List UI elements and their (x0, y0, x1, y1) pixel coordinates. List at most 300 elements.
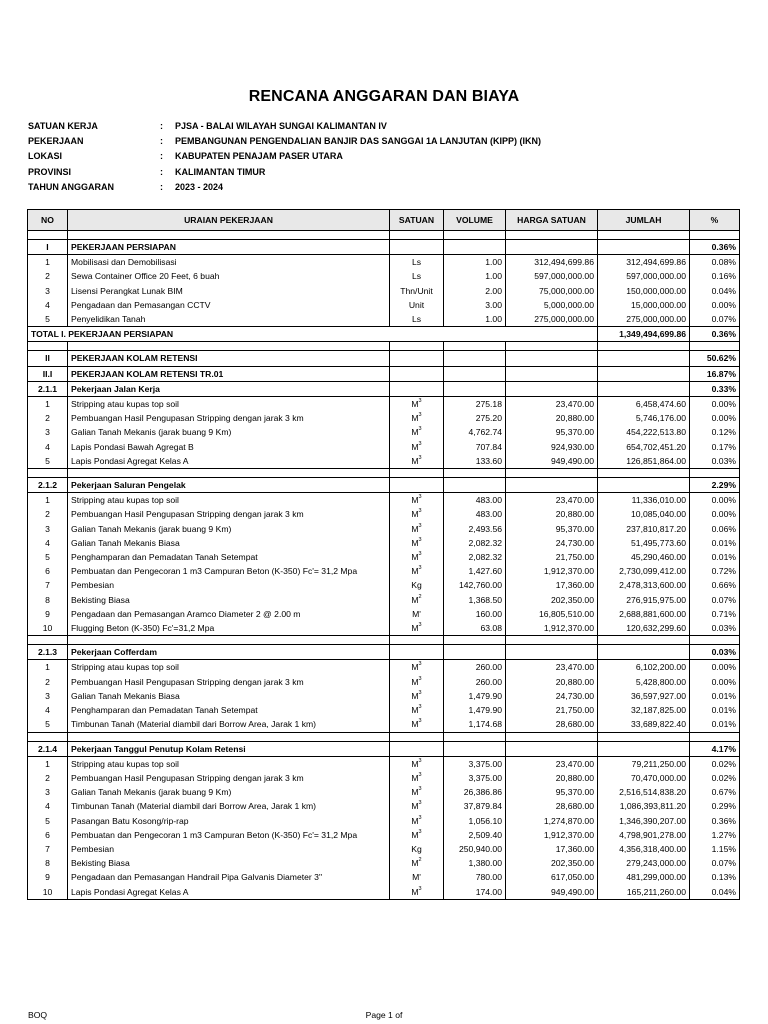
row-unit-price: 75,000,000.00 (506, 284, 598, 298)
row-number: 2 (28, 507, 68, 521)
row-amount: 45,290,460.00 (598, 550, 690, 564)
unit-exponent: 3 (418, 661, 422, 668)
row-unit-price (506, 478, 598, 493)
table-row (28, 621, 740, 636)
row-amount: 15,000,000.00 (598, 298, 690, 312)
row-description: Pembuangan Hasil Pengupasan Stripping dengan jarak 3 km (68, 507, 390, 521)
row-description: Pembuangan Hasil Pengupasan Stripping dengan jarak 3 km (68, 771, 390, 785)
row-unit (390, 607, 444, 621)
row-volume: 260.00 (444, 675, 506, 689)
row-description: Sewa Container Office 20 Feet, 6 buah (68, 269, 390, 283)
row-unit (390, 756, 444, 771)
row-amount: 4,798,901,278.00 (598, 828, 690, 842)
row-unit-price: 28,680.00 (506, 717, 598, 732)
row-description: PEKERJAAN KOLAM RETENSI (68, 351, 390, 366)
row-percent: 1.15% (690, 842, 740, 856)
row-number: 4 (28, 799, 68, 813)
empty-cell (598, 231, 690, 240)
empty-cell (28, 231, 68, 240)
unit-symbol: M (411, 594, 419, 605)
row-number: 3 (28, 425, 68, 439)
row-percent: 0.71% (690, 607, 740, 621)
row-percent: 0.07% (690, 312, 740, 327)
total-amount: 1,349,494,699.86 (598, 327, 690, 342)
total-row (28, 327, 740, 342)
row-description: Penghamparan dan Pemadatan Tanah Setempat (68, 703, 390, 717)
info-value: 2023 - 2024 (175, 181, 224, 192)
unit-exponent: 3 (418, 689, 422, 696)
row-amount: 126,851,864.00 (598, 454, 690, 469)
row-description: Stripping atau kupas top soil (68, 493, 390, 508)
unit-exponent: 3 (418, 494, 422, 501)
row-unit-price: 924,930.00 (506, 440, 598, 454)
unit-symbol: M (411, 886, 419, 897)
row-unit-price (506, 741, 598, 756)
row-number: 5 (28, 312, 68, 327)
table-row (28, 885, 740, 900)
row-amount: 654,702,451.20 (598, 440, 690, 454)
row-percent: 0.33% (690, 381, 740, 396)
row-unit-price: 23,470.00 (506, 660, 598, 675)
row-unit-price: 617,050.00 (506, 870, 598, 884)
row-number: 5 (28, 717, 68, 732)
row-volume: 133.60 (444, 454, 506, 469)
row-unit (390, 351, 444, 366)
row-volume: 780.00 (444, 870, 506, 884)
row-unit-price: 312,494,699.86 (506, 255, 598, 270)
row-unit (390, 425, 444, 439)
empty-cell (506, 231, 598, 240)
empty-cell (598, 732, 690, 741)
info-label: TAHUN ANGGARAN (28, 181, 114, 192)
row-unit (390, 675, 444, 689)
row-amount: 11,336,010.00 (598, 493, 690, 508)
row-number: 2 (28, 269, 68, 283)
empty-cell (28, 636, 68, 645)
row-unit (390, 507, 444, 521)
row-description: Stripping atau kupas top soil (68, 397, 390, 412)
unit-symbol: M (411, 858, 419, 869)
row-unit (390, 550, 444, 564)
row-amount: 312,494,699.86 (598, 255, 690, 270)
row-amount: 481,299,000.00 (598, 870, 690, 884)
table-row (28, 564, 740, 578)
empty-cell (444, 636, 506, 645)
row-volume: 37,879.84 (444, 799, 506, 813)
row-amount: 70,470,000.00 (598, 771, 690, 785)
row-description: Galian Tanah Mekanis (jarak buang 9 Km) (68, 522, 390, 536)
row-description: Galian Tanah Mekanis (jarak buang 9 Km) (68, 425, 390, 439)
row-amount: 597,000,000.00 (598, 269, 690, 283)
row-amount: 4,356,318,400.00 (598, 842, 690, 856)
col-header-satuan: SATUAN (390, 210, 444, 231)
row-percent: 0.04% (690, 885, 740, 900)
section-row (28, 240, 740, 255)
row-unit (390, 741, 444, 756)
row-unit (390, 621, 444, 636)
empty-cell (390, 636, 444, 645)
row-amount (598, 478, 690, 493)
row-percent: 0.00% (690, 493, 740, 508)
info-value: KABUPATEN PENAJAM PASER UTARA (175, 151, 343, 162)
unit-symbol: M (411, 413, 419, 424)
section-row (28, 478, 740, 493)
empty-cell (68, 342, 390, 351)
row-number: 4 (28, 440, 68, 454)
unit-exponent: 3 (418, 398, 422, 405)
row-volume (444, 381, 506, 396)
section-row (28, 645, 740, 660)
row-unit (390, 240, 444, 255)
section-row (28, 741, 740, 756)
row-description: Pasangan Batu Kosong/rip-rap (68, 814, 390, 828)
row-unit-price: 23,470.00 (506, 756, 598, 771)
row-percent: 16.87% (690, 366, 740, 381)
row-unit (390, 312, 444, 327)
row-number: 8 (28, 856, 68, 870)
row-percent: 0.07% (690, 856, 740, 870)
row-percent: 50.62% (690, 351, 740, 366)
row-percent: 0.04% (690, 284, 740, 298)
table-row (28, 522, 740, 536)
document-title: RENCANA ANGGARAN DAN BIAYA (248, 88, 520, 105)
footer-page-number: Page 1 of (365, 1010, 403, 1020)
row-description: Mobilisasi dan Demobilisasi (68, 255, 390, 270)
row-description: Galian Tanah Mekanis Biasa (68, 536, 390, 550)
row-number: 3 (28, 689, 68, 703)
unit-symbol: M (411, 690, 419, 701)
row-number: 3 (28, 522, 68, 536)
row-unit-price: 95,370.00 (506, 785, 598, 799)
unit-symbol: M (411, 787, 419, 798)
table-row (28, 660, 740, 675)
unit-exponent: 3 (418, 718, 422, 725)
unit-exponent: 3 (418, 786, 422, 793)
row-amount: 454,222,513.80 (598, 425, 690, 439)
info-value: PEMBANGUNAN PENGENDALIAN BANJIR DAS SANGGAI 1A LANJUTAN (KIPP) (IKN) (175, 136, 542, 147)
row-number: 1 (28, 756, 68, 771)
row-volume (444, 240, 506, 255)
unit-exponent: 3 (418, 771, 422, 778)
row-unit-price: 21,750.00 (506, 703, 598, 717)
row-unit (390, 298, 444, 312)
unit-exponent: 3 (418, 551, 422, 558)
empty-cell (444, 231, 506, 240)
row-percent: 2.29% (690, 478, 740, 493)
row-number: 2.1.2 (28, 478, 68, 493)
row-unit-price: 17,360.00 (506, 842, 598, 856)
row-volume: 63.08 (444, 621, 506, 636)
row-unit (390, 284, 444, 298)
row-unit (390, 522, 444, 536)
row-description: Pengadaan dan Pemasangan Aramco Diameter 2 @ 2.00 m (68, 607, 390, 621)
row-volume: 1,174.68 (444, 717, 506, 732)
row-description: Pembuatan dan Pengecoran 1 m3 Campuran Beton (K-350) Fc'= 31,2 Mpa (68, 828, 390, 842)
blank-row (28, 342, 740, 351)
row-amount: 6,458,474.60 (598, 397, 690, 412)
table-row (28, 312, 740, 327)
row-percent: 0.07% (690, 593, 740, 607)
row-unit-price: 20,880.00 (506, 507, 598, 521)
row-unit-price: 21,750.00 (506, 550, 598, 564)
empty-cell (598, 469, 690, 478)
row-percent: 0.00% (690, 660, 740, 675)
row-amount: 32,187,825.00 (598, 703, 690, 717)
empty-cell (68, 732, 390, 741)
col-header-no: NO (28, 210, 68, 231)
row-amount: 33,689,822.40 (598, 717, 690, 732)
table-row (28, 814, 740, 828)
row-unit (390, 828, 444, 842)
empty-cell (506, 327, 598, 342)
unit-exponent: 3 (418, 675, 422, 682)
row-unit-price: 1,912,370.00 (506, 564, 598, 578)
row-description: Bekisting Biasa (68, 856, 390, 870)
row-unit (390, 842, 444, 856)
row-unit-price: 1,912,370.00 (506, 828, 598, 842)
unit-symbol: M (411, 719, 419, 730)
row-amount: 6,102,200.00 (598, 660, 690, 675)
row-unit-price: 16,805,510.00 (506, 607, 598, 621)
unit-symbol: M (411, 495, 419, 506)
empty-cell (390, 469, 444, 478)
boq-table (27, 209, 740, 900)
row-percent: 0.36% (690, 814, 740, 828)
row-amount: 2,730,099,412.00 (598, 564, 690, 578)
row-amount: 275,000,000.00 (598, 312, 690, 327)
row-description: Penyelidikan Tanah (68, 312, 390, 327)
row-description: Pekerjaan Tanggul Penutup Kolam Retensi (68, 741, 390, 756)
row-description: Penghamparan dan Pemadatan Tanah Setempat (68, 550, 390, 564)
row-percent: 1.27% (690, 828, 740, 842)
row-number: 3 (28, 785, 68, 799)
row-unit (390, 493, 444, 508)
table-row (28, 842, 740, 856)
empty-cell (598, 342, 690, 351)
empty-cell (690, 636, 740, 645)
empty-cell (506, 342, 598, 351)
info-colon: : (160, 136, 163, 147)
row-unit (390, 564, 444, 578)
unit-symbol: Ls (411, 257, 422, 268)
table-row (28, 771, 740, 785)
row-number: 8 (28, 593, 68, 607)
table-row (28, 425, 740, 439)
row-volume: 483.00 (444, 507, 506, 521)
row-volume: 160.00 (444, 607, 506, 621)
row-volume: 4,762.74 (444, 425, 506, 439)
row-unit-price: 28,680.00 (506, 799, 598, 813)
row-unit (390, 814, 444, 828)
empty-cell (390, 732, 444, 741)
unit-symbol: Kg (411, 580, 422, 591)
row-unit (390, 885, 444, 900)
row-percent: 0.01% (690, 536, 740, 550)
empty-cell (28, 469, 68, 478)
unit-exponent: 3 (418, 426, 422, 433)
row-description: Lapis Pondasi Bawah Agregat B (68, 440, 390, 454)
row-volume: 260.00 (444, 660, 506, 675)
row-amount: 79,211,250.00 (598, 756, 690, 771)
unit-symbol: Ls (411, 271, 422, 282)
unit-symbol: M' (412, 872, 421, 883)
row-number: 1 (28, 660, 68, 675)
table-header-row (28, 210, 740, 231)
unit-exponent: 3 (418, 800, 422, 807)
row-volume: 3,375.00 (444, 756, 506, 771)
row-percent: 0.08% (690, 255, 740, 270)
table-row (28, 607, 740, 621)
row-amount (598, 366, 690, 381)
row-amount: 36,597,927.00 (598, 689, 690, 703)
empty-cell (28, 732, 68, 741)
table-row (28, 255, 740, 270)
row-unit (390, 689, 444, 703)
row-volume: 2,082.32 (444, 536, 506, 550)
section-row (28, 381, 740, 396)
empty-cell (390, 231, 444, 240)
empty-cell (598, 636, 690, 645)
empty-cell (690, 732, 740, 741)
info-value: PJSA - BALAI WILAYAH SUNGAI KALIMANTAN IV (175, 121, 387, 131)
row-percent: 0.00% (690, 507, 740, 521)
row-unit (390, 269, 444, 283)
unit-exponent: 3 (418, 508, 422, 515)
row-volume: 707.84 (444, 440, 506, 454)
row-percent: 0.01% (690, 703, 740, 717)
row-number: 4 (28, 536, 68, 550)
row-volume: 1,056.10 (444, 814, 506, 828)
row-volume: 3.00 (444, 298, 506, 312)
info-colon: : (160, 181, 163, 192)
row-unit (390, 645, 444, 660)
unit-exponent: 3 (418, 454, 422, 461)
unit-exponent: 3 (418, 536, 422, 543)
table-body (28, 231, 740, 900)
row-number: 2 (28, 771, 68, 785)
row-percent: 0.29% (690, 799, 740, 813)
row-percent: 0.03% (690, 621, 740, 636)
row-unit (390, 785, 444, 799)
empty-cell (444, 342, 506, 351)
row-amount: 165,211,260.00 (598, 885, 690, 900)
unit-symbol: M (411, 676, 419, 687)
row-unit (390, 771, 444, 785)
row-description: Pembuatan dan Pengecoran 1 m3 Campuran Beton (K-350) Fc'= 31,2 Mpa (68, 564, 390, 578)
row-unit-price (506, 645, 598, 660)
table-row (28, 298, 740, 312)
row-percent: 0.12% (690, 425, 740, 439)
row-volume: 26,386.86 (444, 785, 506, 799)
row-number: 9 (28, 870, 68, 884)
row-unit-price (506, 366, 598, 381)
table-row (28, 454, 740, 469)
row-number: 2.1.1 (28, 381, 68, 396)
row-unit (390, 870, 444, 884)
row-unit (390, 411, 444, 425)
row-description: Flugging Beton (K-350) Fc'=31,2 Mpa (68, 621, 390, 636)
row-amount: 10,085,040.00 (598, 507, 690, 521)
row-unit-price: 20,880.00 (506, 675, 598, 689)
empty-cell (506, 469, 598, 478)
row-amount: 51,495,773.60 (598, 536, 690, 550)
row-description: Pekerjaan Jalan Kerja (68, 381, 390, 396)
row-amount: 237,810,817.20 (598, 522, 690, 536)
row-description: Pengadaan dan Pemasangan Handrail Pipa Galvanis Diameter 3" (68, 870, 390, 884)
empty-cell (690, 342, 740, 351)
row-percent: 0.13% (690, 870, 740, 884)
empty-cell (444, 469, 506, 478)
footer-sheet-name: BOQ (28, 1010, 48, 1020)
table-row (28, 756, 740, 771)
row-number: 3 (28, 284, 68, 298)
row-volume (444, 741, 506, 756)
row-unit-price: 202,350.00 (506, 593, 598, 607)
table-row (28, 799, 740, 813)
unit-exponent: 3 (418, 622, 422, 629)
row-number: 4 (28, 298, 68, 312)
empty-cell (28, 342, 68, 351)
unit-symbol: M (411, 815, 419, 826)
row-unit-price: 23,470.00 (506, 397, 598, 412)
table-row (28, 675, 740, 689)
row-percent: 0.01% (690, 550, 740, 564)
row-percent: 0.02% (690, 756, 740, 771)
empty-cell (444, 732, 506, 741)
info-colon: : (160, 151, 163, 162)
unit-symbol: Kg (411, 843, 422, 854)
row-volume: 174.00 (444, 885, 506, 900)
row-volume (444, 645, 506, 660)
row-percent: 0.16% (690, 269, 740, 283)
row-volume: 1,479.90 (444, 703, 506, 717)
row-percent: 0.72% (690, 564, 740, 578)
row-volume: 1.00 (444, 312, 506, 327)
info-label: LOKASI (28, 151, 63, 162)
row-amount: 276,915,975.00 (598, 593, 690, 607)
unit-exponent: 3 (418, 885, 422, 892)
row-unit (390, 593, 444, 607)
unit-exponent: 2 (418, 593, 422, 600)
row-amount: 5,746,176.00 (598, 411, 690, 425)
row-volume: 1,380.00 (444, 856, 506, 870)
row-volume (444, 478, 506, 493)
empty-cell (68, 231, 390, 240)
row-volume: 2,509.40 (444, 828, 506, 842)
unit-symbol: M (411, 801, 419, 812)
table-row (28, 397, 740, 412)
row-description: Pembuangan Hasil Pengupasan Stripping dengan jarak 3 km (68, 675, 390, 689)
row-volume: 1.00 (444, 269, 506, 283)
table-row (28, 536, 740, 550)
unit-symbol: M (411, 623, 419, 634)
col-header-jumlah: JUMLAH (598, 210, 690, 231)
row-amount (598, 741, 690, 756)
col-header-percent: % (690, 210, 740, 231)
table-row (28, 507, 740, 521)
row-amount: 120,632,299.60 (598, 621, 690, 636)
empty-cell (690, 469, 740, 478)
total-label: TOTAL I. PEKERJAAN PERSIAPAN (28, 327, 390, 342)
row-unit-price (506, 240, 598, 255)
row-volume: 1,368.50 (444, 593, 506, 607)
row-percent: 0.06% (690, 522, 740, 536)
info-colon: : (160, 166, 163, 177)
unit-exponent: 3 (418, 565, 422, 572)
row-percent: 0.00% (690, 298, 740, 312)
row-amount: 2,688,881,600.00 (598, 607, 690, 621)
unit-exponent: 3 (418, 522, 422, 529)
